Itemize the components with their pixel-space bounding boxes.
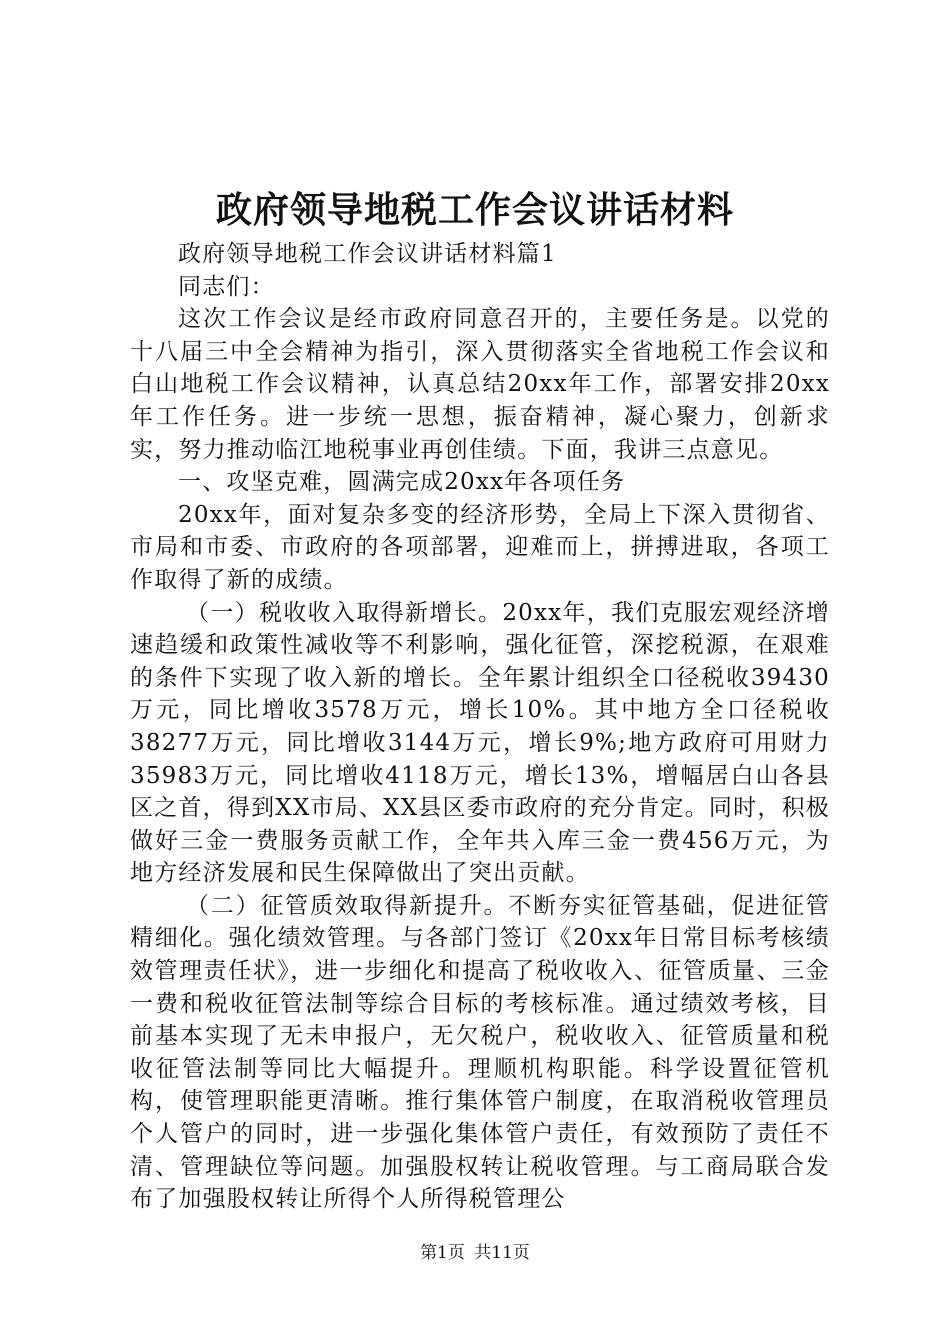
page-footer [0, 1242, 950, 1264]
paragraph-management: （二）征管质效取得新提升。不断夯实征管基础，促进征管精细化。强化绩效管理。与各部门签订《20xx年日常目标考核绩效管理责任状》，进一步细化和提高了税收收入、征管质量、三金一费和税收征管法制等综合目标的考核标准。通过绩效考核，目前基本实现了无未申报户，无欠税户，税收收入、征管质量和税收征管法制等同比大幅提升。理顺机构职能。科学设置征管机构，使管理职能更清晰。推行集体管户制度，在取消税收管理员个人管户的同时，进一步强化集体管户责任，有效预防了责任不清、管理缺位等问题。加强股权转让税收管理。与工商局联合发布了加强股权转让所得个人所得税管理公 [130, 892, 830, 1213]
page-number: 第1页 [420, 1243, 465, 1263]
paragraph-salutation: 同志们： [178, 273, 275, 300]
page-total: 共11页 [474, 1243, 530, 1263]
paragraph-subtitle: 政府领导地税工作会议讲话材料篇1 [178, 241, 557, 267]
document-title: 政府领导地税工作会议讲话材料 [215, 189, 734, 231]
document-body [130, 238, 830, 1216]
paragraph-overview: 20xx年，面对复杂多变的经济形势，全局上下深入贯彻省、市局和市委、市政府的各项部署，迎难而上，拼搏进取，各项工作取得了新的成绩。 [130, 501, 830, 593]
paragraph-intro: 这次工作会议是经市政府同意召开的，主要任务是。以党的十八届三中全会精神为指引，深入贯彻落实全省地税工作会议和白山地税工作会议精神，认真总结20xx年工作，部署安排20xx年工作任务。进一步统一思想，振奋精神，凝心聚力，创新求实，努力推动临江地税事业再创佳绩。下面，我讲三点意见。 [130, 306, 830, 463]
paragraph-revenue: （一）税收收入取得新增长。20xx年，我们克服宏观经济增速趋缓和政策性减收等不利影响，强化征管，深挖税源，在艰难的条件下实现了收入新的增长。全年累计组织全口径税收39430万元，同比增收3578万元，增长10%。其中地方全口径税收38277万元，同比增收3144万元，增长9%;地方政府可用财力35983万元，同比增收4118万元，增长13%，增幅居白山各县区之首，得到XX市局、XX县区委市政府的充分肯定。同时，积极做好三金一费服务贡献工作，全年共入库三金一费456万元，为地方经济发展和民生保障做出了突出贡献。 [130, 599, 830, 887]
section-heading: 一、攻坚克难，圆满完成20xx年各项任务 [178, 469, 626, 496]
